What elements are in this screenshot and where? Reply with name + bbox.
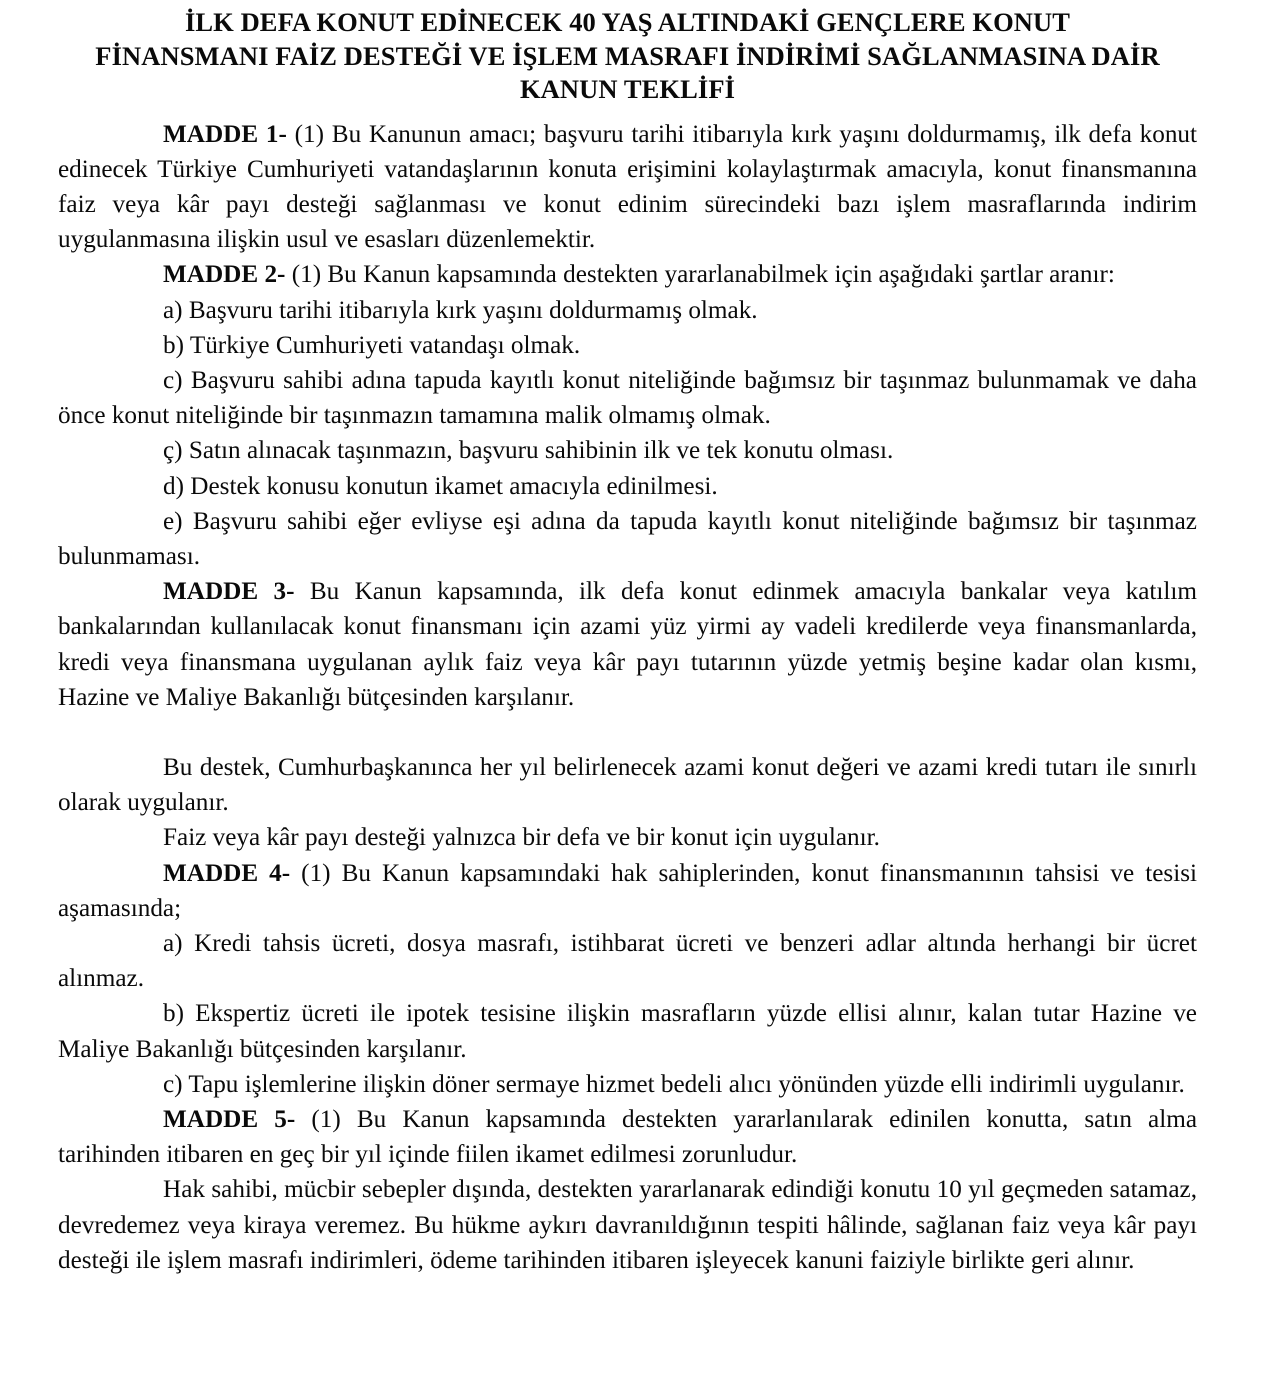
article-label-madde-3: MADDE 3-	[163, 578, 295, 606]
page-title-line-2: FİNANSMANI FAİZ DESTEĞİ VE İŞLEM MASRAFI İNDİRİMİ SAĞLANMASINA DAİR	[95, 40, 1160, 71]
article-text-madde-2: (1) Bu Kanun kapsamında destekten yararlanabilmek için aşağıdaki şartlar aranır:	[285, 261, 1115, 289]
list-item: b) Türkiye Cumhuriyeti vatandaşı olmak.	[163, 331, 581, 359]
list-item: c) Tapu işlemlerine ilişkin döner sermaye hizmet bedeli alıcı yönünden yüzde elli indirimli uygulanır.	[163, 1070, 1185, 1098]
list-item: a) Başvuru tarihi itibarıyla kırk yaşını doldurmamış olmak.	[163, 296, 758, 324]
article5-extra-paragraph-1: Hak sahibi, mücbir sebepler dışında, destekten yararlanarak edindiği konutu 10 yıl geçmeden satamaz, devredemez veya kiraya veremez. Bu hükme aykırı davranıldığının tespiti hâlinde, sağlanan faiz veya kâr payı desteği ile işlem masrafı indirimleri, ödeme tarihinden itibaren işleyecek kanuni faiziyle birlikte geri alınır.	[58, 1176, 1197, 1274]
list-item: ç) Satın alınacak taşınmazın, başvuru sahibinin ilk ve tek konutu olması.	[163, 437, 894, 465]
article3-extra-paragraph-1: Bu destek, Cumhurbaşkanınca her yıl belirlenecek azami konut değeri ve azami kredi tutarı ile sınırlı olarak uygulanır.	[58, 753, 1197, 817]
article-paragraph-madde-5	[58, 1102, 1197, 1172]
list-item: e) Başvuru sahibi eğer evliyse eşi adına da tapuda kayıtlı konut niteliğinde bağımsız bir taşınmaz bulunmaması.	[58, 507, 1197, 570]
article-text-madde-1: (1) Bu Kanunun amacı; başvuru tarihi itibarıyla kırk yaşını doldurmamış, ilk defa konut edinecek Türkiye Cumhuriyeti vatandaşlarının konuta erişimini kolaylaştırmak amacıyla, konut finansmanına faiz veya kâr payı desteği sağlanması ve konut edinim sürecindeki bazı işlem masraflarında indirim uygulanmasına ilişkin usul ve esasları düzenlemektir.	[58, 120, 1198, 254]
article-text-madde-5: (1) Bu Kanun kapsamında destekten yararlanılarak edinilen konutta, satın alma tarihinden itibaren en geç bir yıl içinde fiilen ikamet edilmesi zorunludur.	[58, 1105, 1197, 1169]
page-title	[58, 6, 1197, 107]
article-paragraph-madde-2	[58, 257, 1197, 292]
list-item: d) Destek konusu konutun ikamet amacıyla edinilmesi.	[163, 472, 718, 500]
article-text-madde-3: Bu Kanun kapsamında, ilk defa konut edinmek amacıyla bankalar veya katılım bankalarından kullanılacak konut finansmanı için azami yüz yirmi ay vadeli kredilerde veya finansmanlarda, kredi veya finansmana uygulanan aylık faiz veya kâr payı tutarının yüzde yetmiş beşine kadar olan kısmı, Hazine ve Maliye Bakanlığı bütçesinden karşılanır.	[58, 578, 1198, 711]
list-item: a) Kredi tahsis ücreti, dosya masrafı, istihbarat ücreti ve benzeri adlar altında herhangi bir ücret alınmaz.	[58, 929, 1197, 993]
article-paragraph-madde-4	[58, 856, 1197, 926]
article-label-madde-5: MADDE 5-	[163, 1105, 296, 1133]
article-paragraph-madde-1	[58, 117, 1197, 258]
article-label-madde-2: MADDE 2-	[163, 261, 286, 289]
article3-extra-paragraph-2: Faiz veya kâr payı desteği yalnızca bir defa ve bir konut için uygulanır.	[163, 824, 880, 852]
article-label-madde-4: MADDE 4-	[163, 859, 291, 887]
document-body	[58, 117, 1197, 1279]
page-title-line-1: İLK DEFA KONUT EDİNECEK 40 YAŞ ALTINDAKİ GENÇLERE KONUT	[184, 7, 1071, 37]
paragraph-spacer	[58, 715, 1197, 750]
list-item: c) Başvuru sahibi adına tapuda kayıtlı konut niteliğinde bağımsız bir taşınmaz bulunmamak ve daha önce konut niteliğinde bir taşınmazın tamamına malik olmamış olmak.	[58, 366, 1197, 430]
article-paragraph-madde-3	[58, 574, 1197, 715]
list-item: b) Ekspertiz ücreti ile ipotek tesisine ilişkin masrafların yüzde ellisi alınır, kalan tutar Hazine ve Maliye Bakanlığı bütçesinden karşılanır.	[58, 1000, 1197, 1063]
article-text-madde-4: (1) Bu Kanun kapsamındaki hak sahiplerinden, konut finansmanının tahsisi ve tesisi aşamasında;	[58, 859, 1198, 922]
page-title-line-3: KANUN TEKLİFİ	[519, 74, 736, 104]
article-label-madde-1: MADDE 1-	[163, 120, 287, 148]
